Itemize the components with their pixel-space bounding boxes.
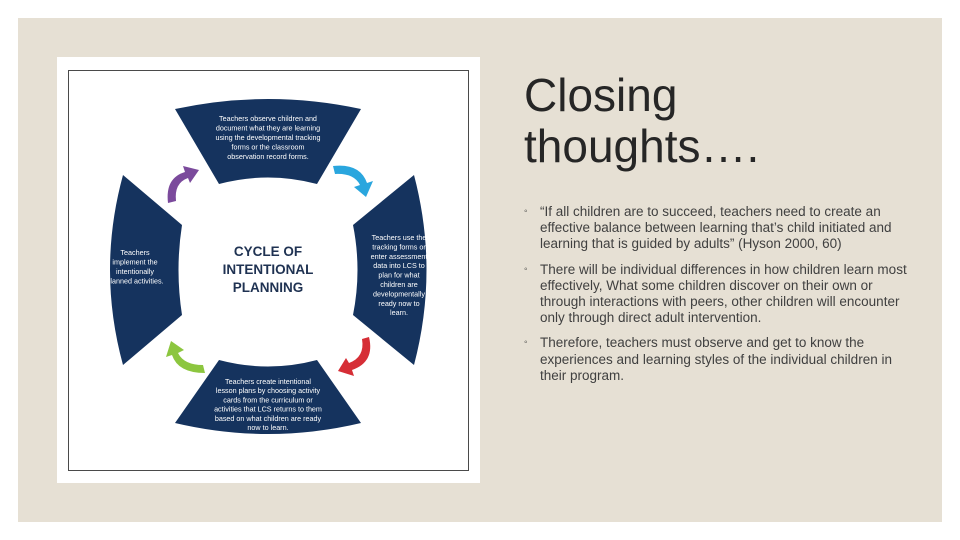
diagram-text-line: children are	[380, 280, 418, 289]
diagram-text-line: plan for what	[378, 270, 420, 280]
diagram-text-line: Teachers	[120, 248, 150, 257]
diagram-text-line: now to learn.	[247, 423, 289, 432]
bullet-item	[522, 204, 912, 253]
diagram-text-line: CYCLE OF	[233, 244, 303, 259]
diagram-text-line: enter assessment	[370, 251, 428, 261]
diagram-text-line: Teachers create intentional	[225, 377, 311, 386]
diagram-text-line: lesson plans by choosing activity	[215, 386, 321, 396]
diagram-text-line: data into LCS to	[373, 261, 425, 271]
bullet-circle-icon: ◦	[524, 337, 528, 349]
arrow-bottom-left-icon	[166, 341, 205, 373]
bullet-item	[522, 262, 912, 327]
diagram-text-line: observation record forms.	[227, 152, 309, 161]
bullet-text: There will be individual differences in how children learn most effectively, What some children discover on their own or through interactions with peers, other children will encounter only through direct adult intervention.	[540, 261, 907, 326]
arrow-top-right-icon	[333, 166, 373, 197]
diagram-text-line: ready now to	[378, 298, 420, 308]
diagram-text-line: cards from the curriculum or	[223, 395, 313, 405]
diagram-text-line: forms or the classroom	[231, 142, 305, 152]
bullet-list	[522, 204, 912, 393]
diagram-text-line: implement the	[112, 257, 158, 267]
diagram-text-line: learn.	[390, 308, 408, 318]
diagram-text-line: developmentally	[373, 289, 425, 299]
center-title	[223, 244, 314, 295]
bullet-text: Therefore, teachers must observe and get to know the experiences and learning styles of the individual children in their program.	[540, 335, 892, 383]
diagram-text-line: using the developmental tracking	[215, 133, 321, 142]
diagram-text-line: document what they are learning	[215, 123, 321, 133]
diagram-text-line: intentionally	[116, 267, 154, 276]
title-line-2: thoughts….	[524, 120, 760, 172]
diagram-text-line: Teachers observe children and	[219, 114, 317, 123]
top-segment-text	[215, 114, 320, 161]
diagram-text-line: planned activities.	[106, 276, 164, 286]
bullet-item	[522, 335, 912, 384]
diagram-text-line: Teachers use the	[371, 233, 427, 242]
diagram-text-line: PLANNING	[232, 280, 304, 295]
diagram-text-line: tracking forms or	[372, 242, 426, 252]
diagram-text-line: INTENTIONAL	[222, 262, 314, 277]
slide-title	[524, 70, 924, 172]
bullet-circle-icon: ◦	[524, 263, 528, 275]
arrow-bottom-right-icon	[338, 337, 370, 376]
bullet-circle-icon: ◦	[524, 206, 528, 217]
right-segment-text	[371, 233, 428, 317]
diagram-text-line: based on what children are ready	[214, 413, 322, 423]
bullet-text: “If all children are to succeed, teachers need to create an effective balance between learning that’s child initiated and learning that is guided by adults” (Hyson 2000, 60)	[540, 204, 892, 252]
title-line-1: Closing	[524, 69, 678, 121]
cycle-diagram	[57, 57, 480, 483]
diagram-text-line: activities that LCS returns to them	[214, 404, 322, 414]
arrow-top-left-icon	[168, 166, 199, 203]
